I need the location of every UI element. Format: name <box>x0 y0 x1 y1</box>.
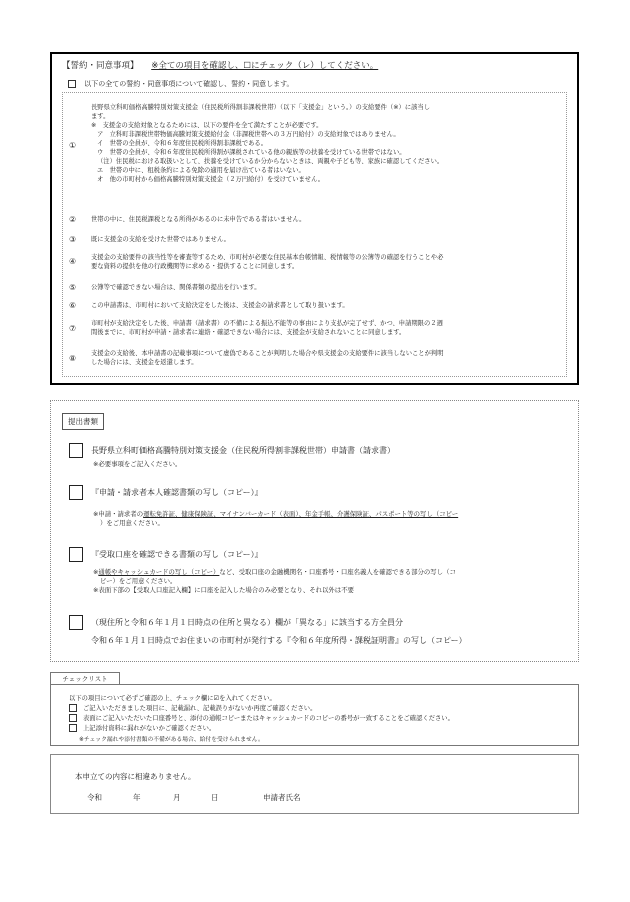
oath-item-text: 長野県立科町価格高騰特別対策支援金（住民税所得割非課税世帯）（以下「支援金」という。）の支給要件（※）に該当し <box>91 104 431 111</box>
oath-item-text: ます。 <box>91 113 110 120</box>
document-item-2 <box>69 485 568 529</box>
document-3-checkbox[interactable] <box>69 547 83 562</box>
checklist-checkbox[interactable] <box>69 704 77 712</box>
document-3-note <box>93 568 568 595</box>
oath-items-box <box>62 92 567 377</box>
oath-header <box>62 59 378 71</box>
oath-item-text: 支援金の支給要件の該当性等を審査等するため、市町村が必要な住民基本台帳情報、税情報等の公簿等の確認を行うことや必 <box>91 254 444 261</box>
document-2-checkbox[interactable] <box>69 485 83 500</box>
oath-item-text: この申請書は、市町村において支給決定をした後は、支援金の請求書として取り扱います。 <box>91 302 349 309</box>
checklist-note: ※チェック漏れや添付書類の不備がある場合、給付を受けられません。 <box>79 737 264 743</box>
oath-item-number: ① <box>69 141 77 150</box>
oath-header-instruction: ※全ての項目を確認し、☐にチェック（レ）してください。 <box>151 61 379 71</box>
oath-item-number: ⑧ <box>69 354 77 363</box>
document-item-3 <box>69 547 568 595</box>
checklist-title: チェックリスト <box>50 672 120 685</box>
oath-item-text: ア 立科町非課税世帯物価高騰対策支援給付金（非課税世帯への３万円給付）の支給対象ではありません。 <box>97 131 400 138</box>
checklist-item-label: ご記入いただきました項目に、記載漏れ、記載誤りがないか再度ご確認ください。 <box>83 705 317 712</box>
checklist-checkbox[interactable] <box>69 714 77 722</box>
declaration-section <box>50 754 579 814</box>
document-1-title: 長野県立科町価格高騰特別対策支援金（住民税所得割非課税世帯）申請書（請求書） <box>91 446 395 455</box>
document-4-line2: 令和６年１月１日時点でお住まいの市町村が発行する『令和６年度所得・課税証明書』の写し（コピー） <box>91 636 467 645</box>
oath-item-text: 支援金の支給後、本申請書の記載事項について虚偽であることが判明した場合や県支援金の支給要件に該当しないことが判明 <box>91 350 444 357</box>
oath-item-text: ※ 支援金の支給対象となるためには、以下の要件を全て満たすことが必要です。 <box>91 122 323 129</box>
oath-item-text: 公簿等で確認できない場合は、関係書類の提出を行います。 <box>91 284 261 291</box>
oath-item-text: 既に支援金の支給を受けた世帯ではありません。 <box>91 236 230 243</box>
document-4-line1: （現住所と令和６年１月１日時点の住所と異なる）欄が「異なる」に該当する方全員分 <box>91 618 403 627</box>
checklist-item-2[interactable] <box>69 713 454 722</box>
document-1-checkbox[interactable] <box>69 443 83 458</box>
agree-all-checkbox[interactable] <box>68 80 76 88</box>
checklist-item-label: 上記添付資料に漏れがないかご確認ください。 <box>83 725 216 732</box>
document-item-4 <box>69 615 568 649</box>
oath-item-number: ⑦ <box>69 324 77 333</box>
checklist-checkbox[interactable] <box>69 724 77 732</box>
document-1-note: ※必要事項をご記入ください。 <box>93 460 182 468</box>
agree-all-row[interactable] <box>68 79 294 89</box>
applicant-name-label: 申請者氏名 <box>263 793 301 802</box>
oath-item-text: イ 世帯の全員が、令和６年度住民税所得割非課税である。 <box>97 140 268 147</box>
oath-item-number: ④ <box>69 257 77 266</box>
document-3-note-line3: ※表面下部の【受取人口座記入欄】に口座を記入した場合のみ必要となり、それ以外は不要 <box>93 586 354 594</box>
oath-item-text: オ 他の市町村から価格高騰特別対策支援金（２万円給付）を受けていません。 <box>97 176 325 183</box>
date-day-label: 日 <box>211 793 219 802</box>
oath-section <box>50 52 579 385</box>
oath-item-text: 市町村が支給決定をした後、申請書（請求書）の不備による振込不能等の事由により支払が完了せず、かつ、申請期限の２週 <box>91 320 443 327</box>
document-2-note <box>93 510 568 528</box>
oath-item-text: した場合には、支援金を返還します。 <box>91 359 198 366</box>
date-month-label: 月 <box>173 793 181 802</box>
oath-item-number: ② <box>69 215 77 224</box>
date-year-label: 年 <box>133 793 141 802</box>
documents-title: 提出書類 <box>62 413 104 430</box>
oath-item-text: 世帯の中に、住民税課税となる所得があるのに未申告である者はいません。 <box>91 216 306 223</box>
oath-item-text: エ 世帯の中に、租税条約による免除の適用を届け出ている者はいない。 <box>97 167 305 174</box>
document-3-note-rest: など、受取口座の金融機関名・口座番号・口座名義人を確認できる部分の写し（コ <box>219 568 456 576</box>
oath-item-number: ③ <box>69 235 77 244</box>
checklist-item-1[interactable] <box>69 703 316 712</box>
document-3-note-underlined: 通帳やキャッシュカードの写し（コピー） <box>98 568 220 576</box>
document-3-title: 『受取口座を確認できる書類の写し（コピー）』 <box>91 550 263 559</box>
document-4-checkbox[interactable] <box>69 615 83 630</box>
document-3-note-line2: ピー）をご用意ください。 <box>100 577 177 585</box>
document-item-1 <box>69 443 568 473</box>
checklist-item-3[interactable] <box>69 723 215 732</box>
document-3-note-prefix: ※ <box>93 568 99 576</box>
documents-section <box>50 400 579 662</box>
oath-item-number: ⑤ <box>69 283 77 292</box>
checklist-section <box>50 684 579 746</box>
oath-item-text: 間後までに、市町村が申請・請求者に連絡・確認できない場合には、支援金が支給されないことに同意します。 <box>91 329 406 336</box>
oath-header-label: 【誓約・同意事項】 <box>62 61 139 71</box>
agree-all-label: 以下の全ての誓約・同意事項について確認し、誓約・同意します。 <box>84 80 294 88</box>
document-2-note-underlined: 運転免許証、健康保険証、マイナンバーカード（表面）、年金手帳、介護保険証、パスポート等の写し（コピー <box>143 510 459 518</box>
declaration-text: 本申立ての内容に相違ありません。 <box>75 772 196 781</box>
checklist-item-label: 表面にご記入いただいた口座番号と、添付の通帳コピーまたはキャッシュカードのコピーの番号が一致することをご確認ください。 <box>83 715 454 722</box>
oath-item-text: 要な資料の提供を他の行政機関等に求める・提供することに同意します。 <box>91 263 299 270</box>
oath-item-number: ⑥ <box>69 301 77 310</box>
document-2-title: 『申請・請求者本人確認書類の写し（コピー）』 <box>91 488 263 497</box>
oath-item-text: ウ 世帯の全員が、令和６年度住民税所得割が課税されている他の親族等の扶養を受けている世帯ではない。 <box>97 149 406 156</box>
document-2-note-line2: ）をご用意ください。 <box>100 519 164 527</box>
oath-item-text: （注）住民税における取扱いとして、扶養を受けているか分からないときは、両親や子ども等、家族に確認してください。 <box>97 158 444 165</box>
date-era-label: 令和 <box>87 793 102 802</box>
document-2-note-prefix: ※申請・請求者の <box>93 510 144 518</box>
checklist-intro: 以下の項目について必ずご確認の上、チェック欄に☑を入れてください。 <box>69 695 276 702</box>
